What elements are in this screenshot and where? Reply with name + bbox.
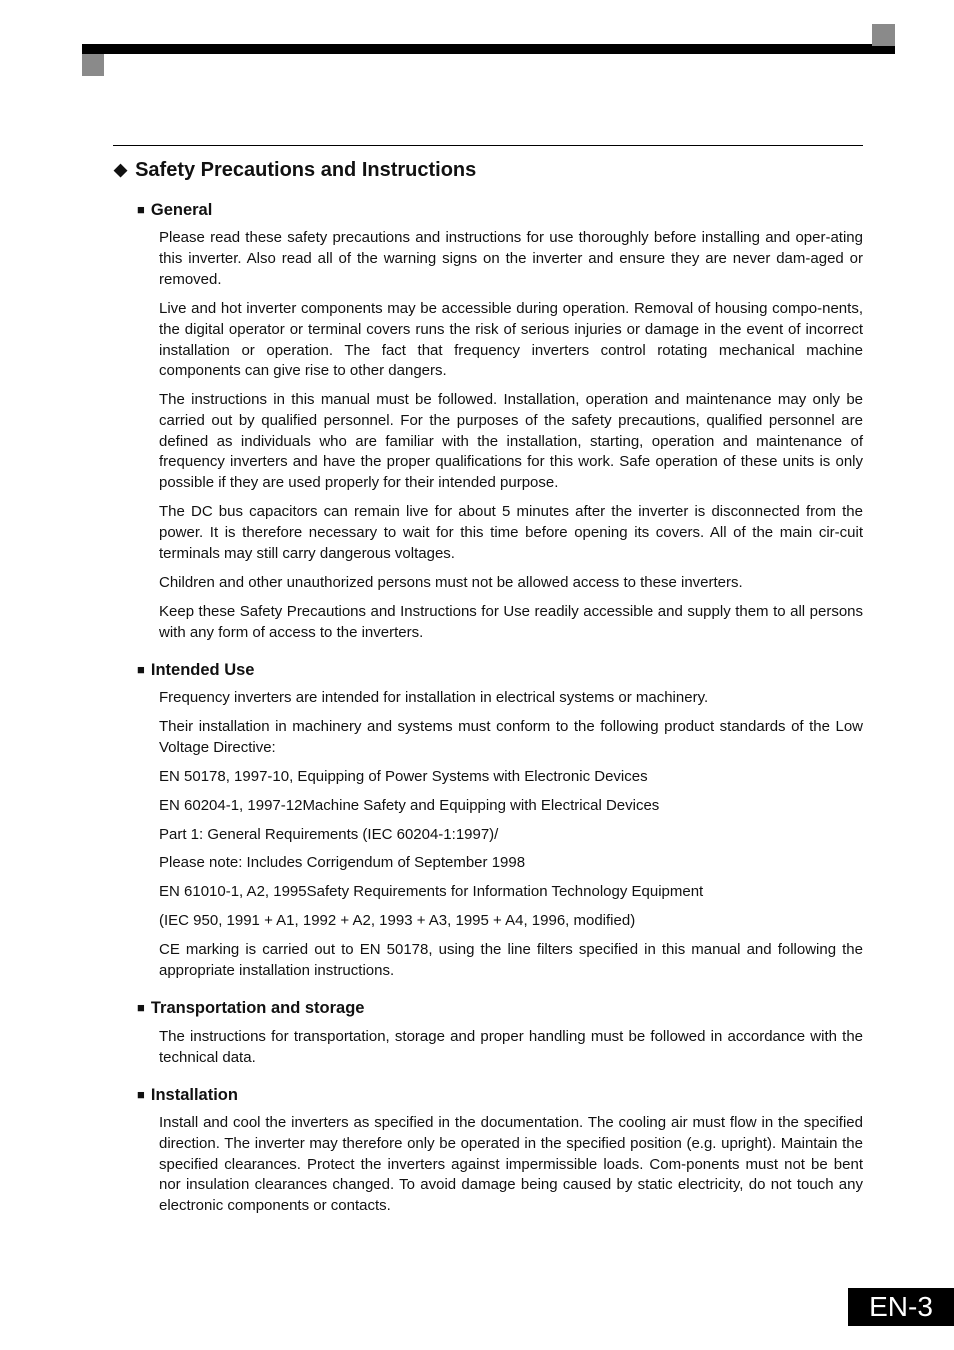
standard-line: (IEC 950, 1991 + A1, 1992 + A2, 1993 + A3, 1995 + A4, 1996, modified): [159, 912, 636, 929]
paragraph: The DC bus capacitors can remain live for about 5 minutes after the inverter is disconnected from the power. It is therefore necessary to wait for this time before opening its covers. All of the main cir-cuit terminals may still carry dangerous voltages.: [159, 503, 863, 562]
paragraph: Their installation in machinery and systems must conform to the following product standards of the Low Voltage Directive:: [159, 718, 863, 756]
standard-line: Please note: Includes Corrigendum of September 1998: [159, 854, 526, 871]
paragraph: Live and hot inverter components may be accessible during operation. Removal of housing compo-nents, the digital operator or terminal covers runs the risk of serious injuries or damage in the event of incorrect installation or operation. The fact that frequency inverters control rotating mechanical machine components can give rise to other dangers.: [159, 300, 863, 380]
paragraph: The instructions for transportation, storage and proper handling must be followed in accordance with the technical data.: [159, 1028, 863, 1066]
section-divider: [113, 145, 863, 146]
paragraph: Install and cool the inverters as specified in the documentation. The cooling air must flow in the specified direction. The inverter may therefore only be operated in the specified position (e.g. upright). Maintain the specified clearances. Protect the inverters against impermissible loads. Com-ponents must not be bent nor insulation clearances changed. To avoid damage being caused by static electricity, do not touch any electronic components or contacts.: [159, 1114, 863, 1215]
diamond-bullet-icon: ◆: [114, 160, 128, 179]
paragraph: Please read these safety precautions and instructions for use thoroughly before installing and oper-ating this inverter. Also read all of the warning signs on the inverter and ensure they are never dam-aged or removed.: [159, 229, 863, 288]
square-bullet-icon: ■: [137, 202, 145, 217]
section-heading: [114, 158, 476, 182]
standard-line: EN 50178, 1997-10, Equipping of Power Systems with Electronic Devices: [159, 768, 648, 785]
paragraph: Frequency inverters are intended for installation in electrical systems or machinery.: [159, 689, 709, 706]
paragraph: The instructions in this manual must be followed. Installation, operation and maintenance may only be carried out by qualified personnel. For the purposes of the safety precautions, qualified personnel are defined as individuals who are familiar with the installation, starting, operation and maintenance of frequency inverters and have the proper qualifications for this work. Safe operation of these units is only possible if they are used properly for their intended purpose.: [159, 391, 863, 492]
standard-line: EN 60204-1, 1997-12Machine Safety and Equipping with Electrical Devices: [159, 797, 660, 814]
standard-line: EN 61010-1, A2, 1995Safety Requirements for Information Technology Equipment: [159, 883, 704, 900]
paragraph: Children and other unauthorized persons must not be allowed access to these inverters.: [159, 574, 743, 591]
subheading-intended-use: ■ Intended Use: [137, 661, 255, 679]
standard-line: Part 1: General Requirements (IEC 60204-1:1997)/: [159, 826, 499, 843]
square-bullet-icon: ■: [137, 662, 145, 677]
section-title-text: Safety Precautions and Instructions: [135, 159, 477, 181]
header-rule: [82, 44, 895, 54]
paragraph: Keep these Safety Precautions and Instructions for Use readily accessible and supply them to all persons with any form of access to the inverters.: [159, 603, 863, 641]
square-bullet-icon: ■: [137, 1087, 145, 1102]
subheading-general: ■ General: [137, 201, 213, 219]
square-bullet-icon: ■: [137, 1000, 145, 1015]
corner-marker-right: [872, 24, 895, 46]
paragraph: CE marking is carried out to EN 50178, using the line filters specified in this manual and following the appropriate installation instructions.: [159, 941, 863, 979]
corner-marker-left: [82, 54, 104, 76]
subheading-installation: ■ Installation: [137, 1086, 238, 1104]
page-number: EN-3: [848, 1288, 954, 1326]
subheading-transportation: ■ Transportation and storage: [137, 999, 365, 1017]
